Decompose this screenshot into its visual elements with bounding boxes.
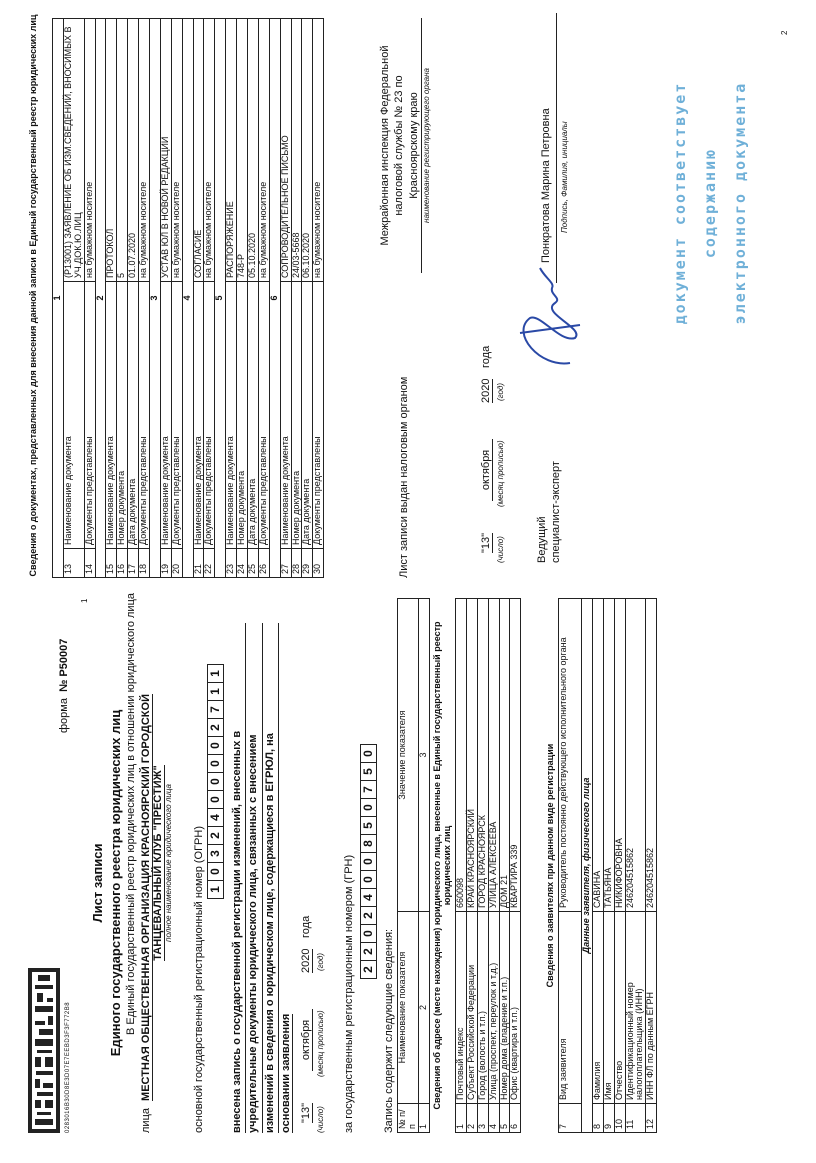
entity-name: лица МЕСТНАЯ ОБЩЕСТВЕННАЯ ОРГАНИЗАЦИЯ КРАСНОЯРСКИЙ ГОРОДСКОЙ ТАНЦЕВАЛЬНЫЙ КЛУБ "ПРЕСТИЖ" полное наименование юридического лица bbox=[140, 694, 173, 1133]
group-label: 4 bbox=[182, 19, 193, 578]
applicant-table bbox=[558, 598, 657, 1133]
documents-table bbox=[52, 18, 324, 578]
grn-boxes bbox=[360, 744, 377, 978]
group-label: 1 bbox=[53, 19, 64, 578]
table-row: 12 ИНН ФЛ по данным ЕГРН 246204515862 bbox=[646, 599, 657, 1133]
intro-text: В Единый государственный реестр юридических лиц в отношении юридического лица bbox=[125, 593, 137, 1035]
digit-box: 0 bbox=[360, 744, 377, 763]
digit-box: 7 bbox=[360, 780, 377, 799]
digit-box: 0 bbox=[207, 736, 224, 755]
digit-box: 5 bbox=[360, 762, 377, 781]
form-number: форма № Р50007 bbox=[58, 638, 70, 733]
digit-box: 4 bbox=[207, 808, 224, 827]
table-row: 25 Дата документа 05.10.2020 bbox=[248, 19, 259, 578]
barcode-caption: 0283016B30D8E3D07E7EEBD3F3F772B8 bbox=[65, 1001, 71, 1133]
digit-box: 0 bbox=[207, 754, 224, 773]
issued-block: Лист записи выдан налоговым органом Межрайонная инспекция Федеральной налоговой службы № 23 по Красноярскому краю наименование регистрирующего органа bbox=[398, 18, 410, 578]
digit-box: 1 bbox=[207, 880, 224, 899]
signature-line bbox=[556, 13, 557, 283]
digit-box: 0 bbox=[360, 798, 377, 817]
table-row: 5 Номер дома (владение и т.п.) ДОМ 21 bbox=[499, 599, 510, 1133]
digit-box: 5 bbox=[360, 816, 377, 835]
entry-text: внесена запись о государственной регистрации изменений, внесенных в учредительные документы юридического лица, связанных с внесением изменений в сведения о юридическом лице, содержащиеся в ЕГРЮЛ, на основании заявления bbox=[230, 623, 295, 1133]
table-row: 11 Идентификационный номер налогоплательщика (ИНН) 246204515862 bbox=[625, 599, 646, 1133]
page-number-left: 1 bbox=[80, 598, 89, 603]
address-table bbox=[455, 598, 521, 1133]
ogrn-boxes bbox=[207, 664, 224, 898]
group-label: 6 bbox=[269, 19, 280, 578]
digit-box: 1 bbox=[207, 664, 224, 683]
applicant-subtitle: Данные заявителя, физического лица bbox=[582, 599, 593, 1133]
digit-box: 0 bbox=[207, 790, 224, 809]
table-row: 24 Номер документа 748-Р bbox=[237, 19, 248, 578]
applicant-title: Сведения о заявителях при данном виде регистрации bbox=[545, 743, 555, 988]
ogrn-label: основной государственный регистрационный номер (ОГРН) bbox=[193, 825, 205, 1133]
page-number-right: 2 bbox=[780, 30, 789, 35]
table-row: 26 Документы представлены на бумажном носителе bbox=[258, 19, 269, 578]
table-row: 6 Офис (квартира и т.п.) КВАРТИРА 339 bbox=[510, 599, 521, 1133]
signer-position: Ведущий специалист-эксперт bbox=[536, 461, 563, 563]
header-table: № п/п Наименование показателя Значение показателя 1 2 3 bbox=[397, 598, 430, 1133]
table-row: 22 Документы представлены на бумажном носителе bbox=[204, 19, 215, 578]
signer-caption: Подпись, Фамилия, инициалы bbox=[560, 121, 569, 233]
group-label: 2 bbox=[95, 19, 106, 578]
group-label: 3 bbox=[150, 19, 161, 578]
table-row: 14 Документы представлены на бумажном носителе bbox=[84, 19, 95, 578]
table-row: 8 Фамилия САВИНА bbox=[592, 599, 603, 1133]
digit-box: 0 bbox=[207, 772, 224, 791]
table-row: 18 Документы представлены на бумажном носителе bbox=[139, 19, 150, 578]
table-row: 4 Улица (проспект, переулок и т.д.) УЛИЦА АЛЕКСЕЕВА bbox=[488, 599, 499, 1133]
digit-box: 2 bbox=[207, 718, 224, 737]
barcode-icon bbox=[28, 968, 60, 1133]
date-left: "13" октября 2020 года (число) (месяц прописью) (год) bbox=[300, 915, 325, 1133]
digit-box: 0 bbox=[360, 924, 377, 943]
table-row: 1 Почтовый индекс 660098 bbox=[456, 599, 467, 1133]
table-row: 27 Наименование документа СОПРОВОДИТЕЛЬНОЕ ПИСЬМО bbox=[280, 19, 291, 578]
signer-name: Понкратова Марина Петровна bbox=[540, 108, 552, 263]
digit-box: 2 bbox=[360, 906, 377, 925]
table-row: 28 Номер документа 24/03-5668 bbox=[291, 19, 302, 578]
documents-title: Сведения о документах, представленных для внесения данной записи в Единый государственный реестр юридических лиц bbox=[28, 14, 38, 577]
digit-box: 8 bbox=[360, 834, 377, 853]
digit-box: 4 bbox=[360, 888, 377, 907]
digit-box: 2 bbox=[360, 960, 377, 979]
page-title: Лист записи Единого государственного реестра юридических лиц bbox=[90, 709, 123, 1057]
digit-box: 0 bbox=[207, 862, 224, 881]
table-row: 29 Дата документа 06.10.2020 bbox=[302, 19, 313, 578]
table-row: 2 Субъект Российской Федерации КРАЙ КРАСНОЯРСКИЙ bbox=[466, 599, 477, 1133]
barcode bbox=[28, 968, 70, 1133]
table-row: 7 Вид заявителя Руководитель постоянно действующего исполнительного органа bbox=[559, 599, 582, 1133]
digit-box: 3 bbox=[207, 844, 224, 863]
digit-box: 0 bbox=[360, 852, 377, 871]
table-row: 10 Отчество НИКИФОРОВНА bbox=[614, 599, 625, 1133]
date-right: "13" октября 2020 года (число) (месяц прописью) (год) bbox=[480, 345, 505, 563]
table-row: 19 Наименование документа УСТАВ ЮЛ В НОВОЙ РЕДАКЦИИ bbox=[160, 19, 171, 578]
digit-box: 1 bbox=[207, 682, 224, 701]
table-row: 13 Наименование документа (Р13001) ЗАЯВЛЕНИЕ ОБ ИЗМ.СВЕДЕНИЙ, ВНОСИМЫХ В УЧ.ДОК.Ю.ЛИЦ bbox=[63, 19, 84, 578]
table-row: 15 Наименование документа ПРОТОКОЛ bbox=[106, 19, 117, 578]
digit-box: 0 bbox=[360, 870, 377, 889]
group-label: 5 bbox=[215, 19, 226, 578]
table-row: 17 Дата документа 01.07.2020 bbox=[128, 19, 139, 578]
signature bbox=[500, 263, 590, 373]
digit-box: 2 bbox=[360, 942, 377, 961]
table-row: 23 Наименование документа РАСПОРЯЖЕНИЕ bbox=[226, 19, 237, 578]
table-row: 16 Номер документа 5 bbox=[117, 19, 128, 578]
contains-label: Запись содержит следующие сведения: bbox=[383, 928, 395, 1133]
table-row: 9 Имя ТАТЬЯНА bbox=[603, 599, 614, 1133]
grn-label: за государственным регистрационным номером (ГРН) bbox=[343, 854, 355, 1133]
digit-box: 7 bbox=[207, 700, 224, 719]
table-row: 30 Документы представлены на бумажном носителе bbox=[313, 19, 324, 578]
table-row: 3 Город (волость и т.п.) ГОРОД КРАСНОЯРСК bbox=[477, 599, 488, 1133]
table-row: 20 Документы представлены на бумажном носителе bbox=[171, 19, 182, 578]
table-row: 21 Наименование документа СОГЛАСИЕ bbox=[193, 19, 204, 578]
stamp: документ соответствует содержанию электронного документа bbox=[671, 81, 749, 325]
address-title: Сведения об адресе (месте нахождения) юридического лица, внесенные в Единый государственный реестр юридических лиц bbox=[432, 621, 452, 1110]
authority: Межрайонная инспекция Федеральной налоговой службы № 23 по Красноярскому краю наименование регистрирующего органа bbox=[378, 18, 432, 273]
digit-box: 2 bbox=[207, 826, 224, 845]
